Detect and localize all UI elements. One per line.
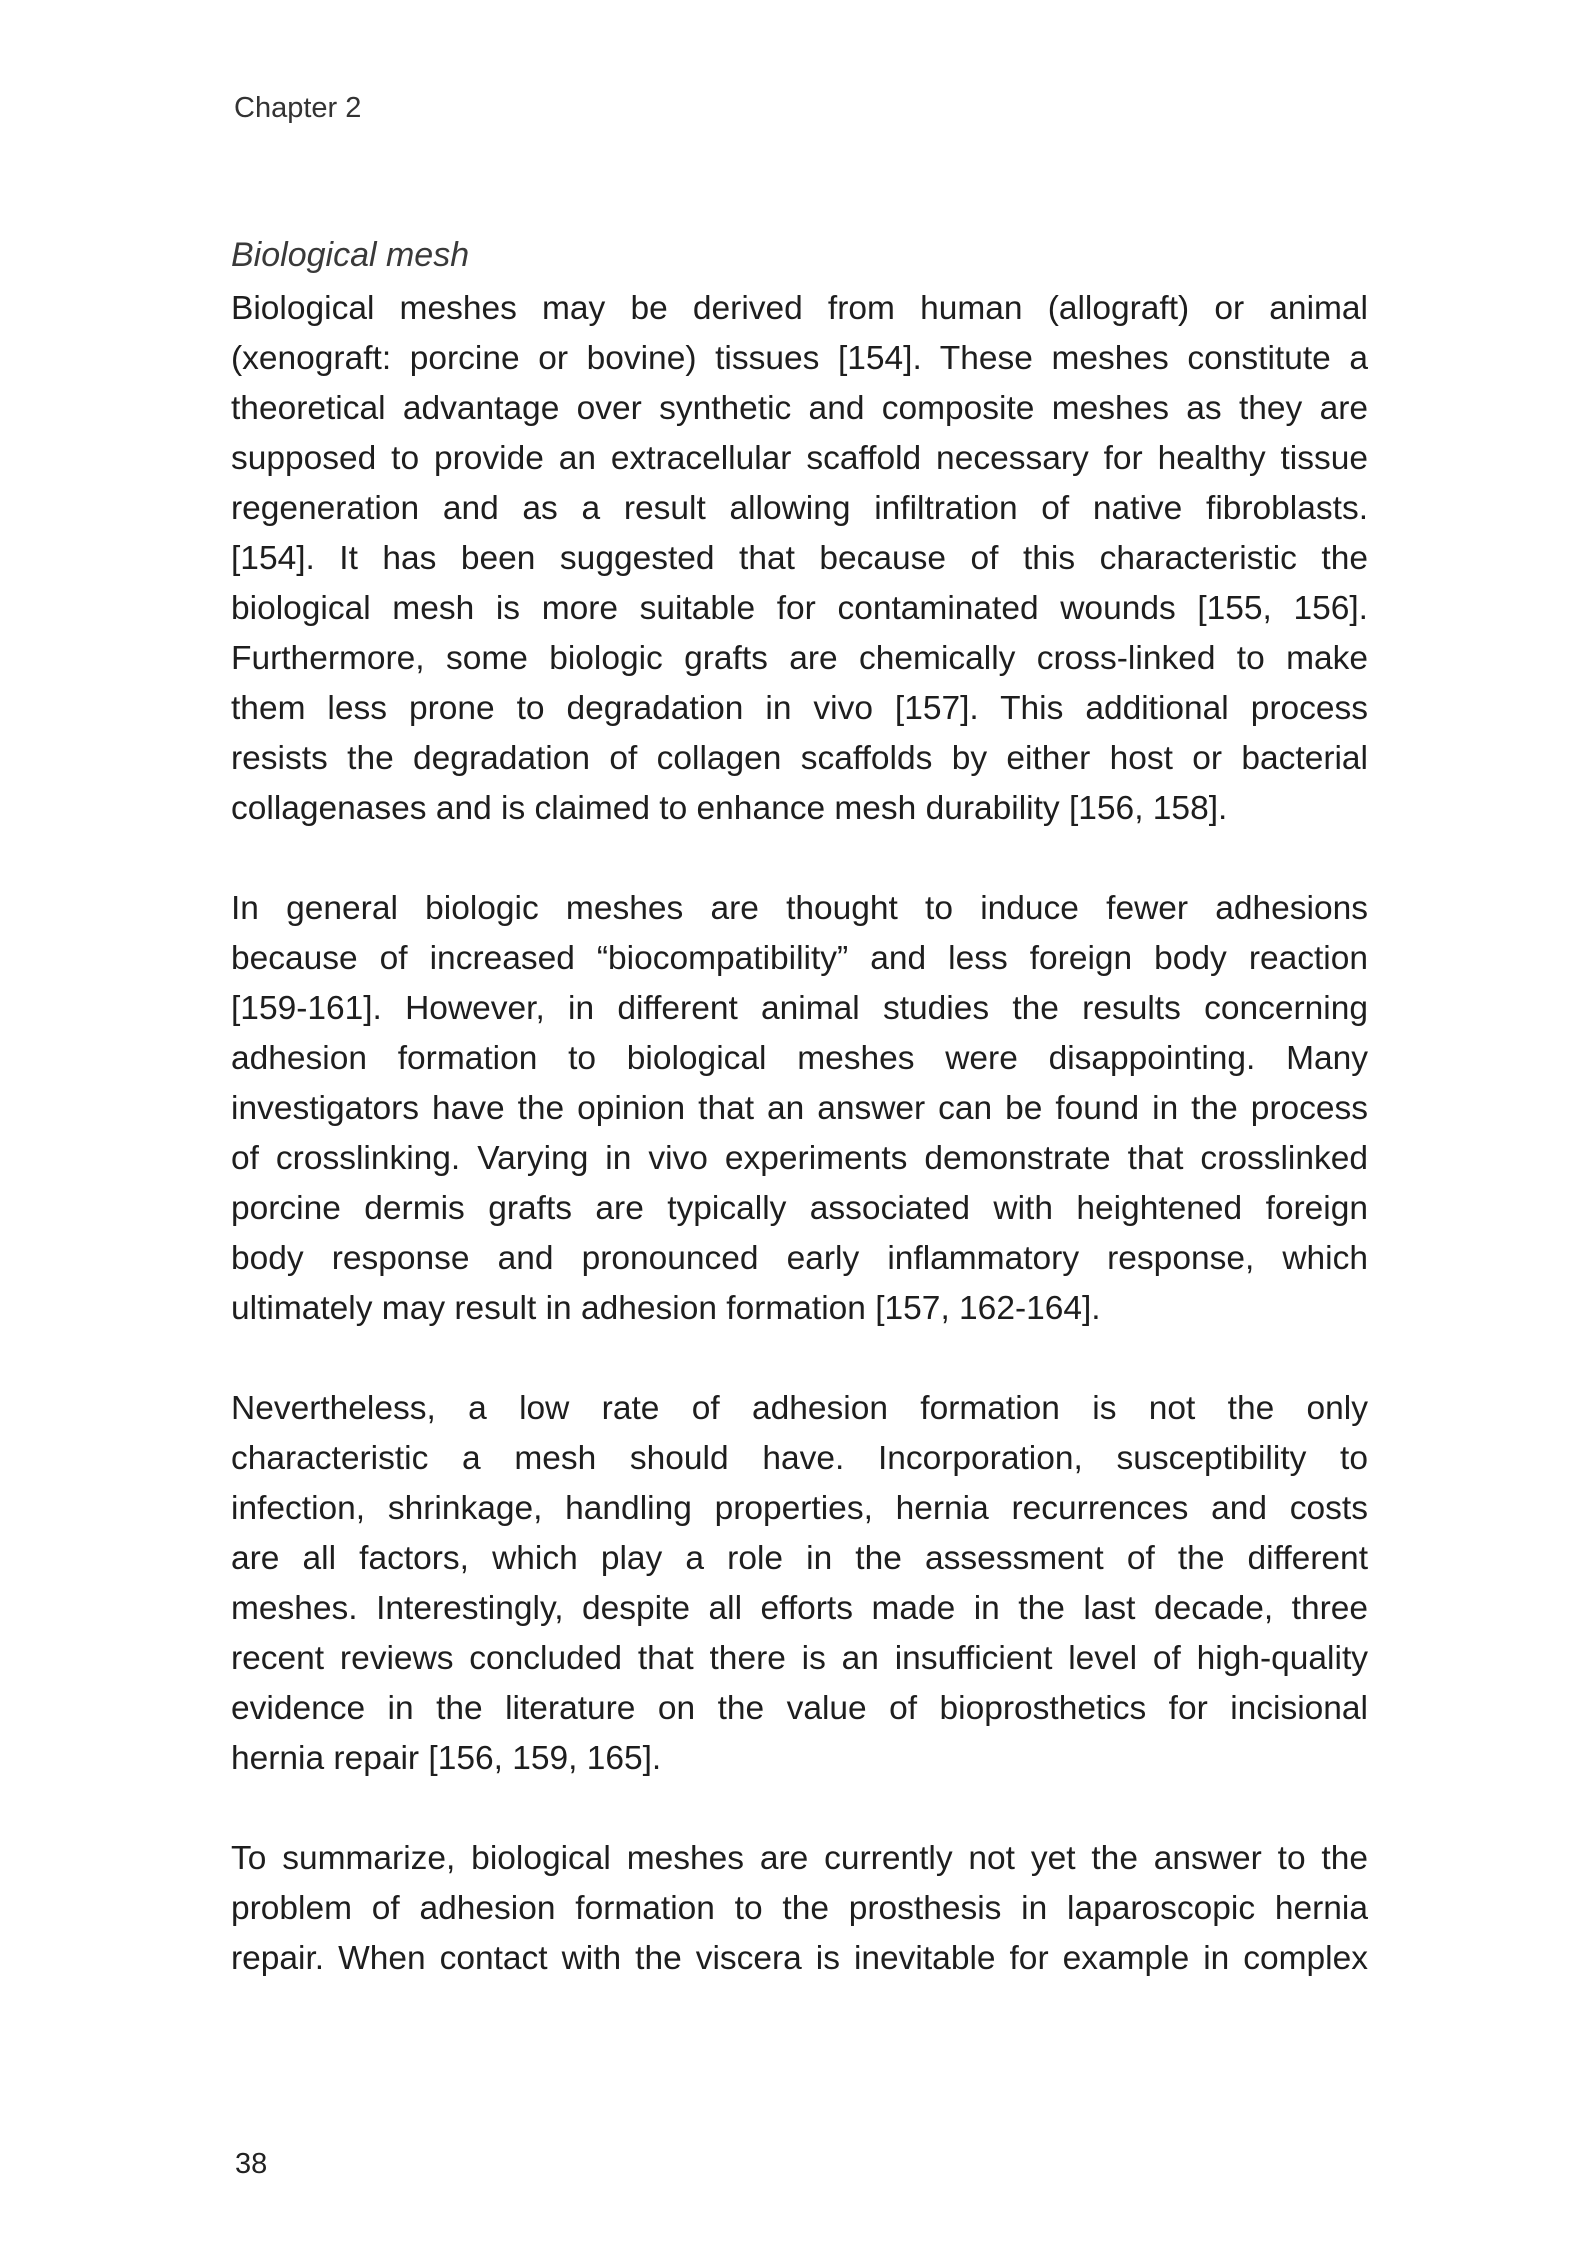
- text-line: adhesion formation to biological meshes were disappointing. Many: [231, 1040, 1368, 1077]
- body-text: [231, 284, 1368, 2034]
- text-line: Nevertheless, a low rate of adhesion formation is not the only: [231, 1390, 1368, 1427]
- text-line: regeneration and as a result allowing infiltration of native fibroblasts.: [231, 490, 1368, 527]
- text-line: (xenograft: porcine or bovine) tissues [154]. These meshes constitute a: [231, 340, 1368, 377]
- text-line: hernia repair [156, 159, 165].: [231, 1740, 662, 1777]
- text-line: porcine dermis grafts are typically associated with heightened foreign: [231, 1190, 1368, 1227]
- text-line: Furthermore, some biologic grafts are chemically cross-linked to make: [231, 640, 1368, 677]
- section-heading: Biological mesh: [231, 236, 470, 274]
- text-line: collagenases and is claimed to enhance mesh durability [156, 158].: [231, 790, 1228, 827]
- text-line: supposed to provide an extracellular scaffold necessary for healthy tissue: [231, 440, 1368, 477]
- paragraph: [231, 1384, 1368, 1784]
- running-header-chapter: Chapter 2: [234, 92, 362, 124]
- text-line: are all factors, which play a role in the assessment of the different: [231, 1540, 1368, 1577]
- text-line: [154]. It has been suggested that because of this characteristic the: [231, 540, 1368, 577]
- text-line: them less prone to degradation in vivo [157]. This additional process: [231, 690, 1368, 727]
- paragraph: [231, 884, 1368, 1334]
- text-line: problem of adhesion formation to the prosthesis in laparoscopic hernia: [231, 1890, 1368, 1927]
- text-line: infection, shrinkage, handling properties, hernia recurrences and costs: [231, 1490, 1368, 1527]
- paragraph: [231, 1834, 1368, 1984]
- paragraph: [231, 284, 1368, 834]
- text-line: meshes. Interestingly, despite all efforts made in the last decade, three: [231, 1590, 1368, 1627]
- text-line: recent reviews concluded that there is an insufficient level of high-quality: [231, 1640, 1368, 1677]
- text-line: [159-161]. However, in different animal studies the results concerning: [231, 990, 1368, 1027]
- text-line: ultimately may result in adhesion formation [157, 162-164].: [231, 1290, 1101, 1327]
- text-line: body response and pronounced early inflammatory response, which: [231, 1240, 1368, 1277]
- text-line: Biological meshes may be derived from human (allograft) or animal: [231, 290, 1368, 327]
- text-line: investigators have the opinion that an answer can be found in the process: [231, 1090, 1368, 1127]
- text-line: To summarize, biological meshes are currently not yet the answer to the: [231, 1840, 1368, 1877]
- text-line: because of increased “biocompatibility” and less foreign body reaction: [231, 940, 1368, 977]
- text-line: evidence in the literature on the value of bioprosthetics for incisional: [231, 1690, 1368, 1727]
- text-line: resists the degradation of collagen scaffolds by either host or bacterial: [231, 740, 1368, 777]
- text-line: characteristic a mesh should have. Incorporation, susceptibility to: [231, 1440, 1368, 1477]
- text-line: of crosslinking. Varying in vivo experiments demonstrate that crosslinked: [231, 1140, 1368, 1177]
- page-number: 38: [235, 2148, 268, 2180]
- text-line: In general biologic meshes are thought to induce fewer adhesions: [231, 890, 1368, 927]
- text-line: biological mesh is more suitable for contaminated wounds [155, 156].: [231, 590, 1368, 627]
- text-line: theoretical advantage over synthetic and composite meshes as they are: [231, 390, 1368, 427]
- text-line: repair. When contact with the viscera is inevitable for example in complex: [231, 1940, 1368, 1977]
